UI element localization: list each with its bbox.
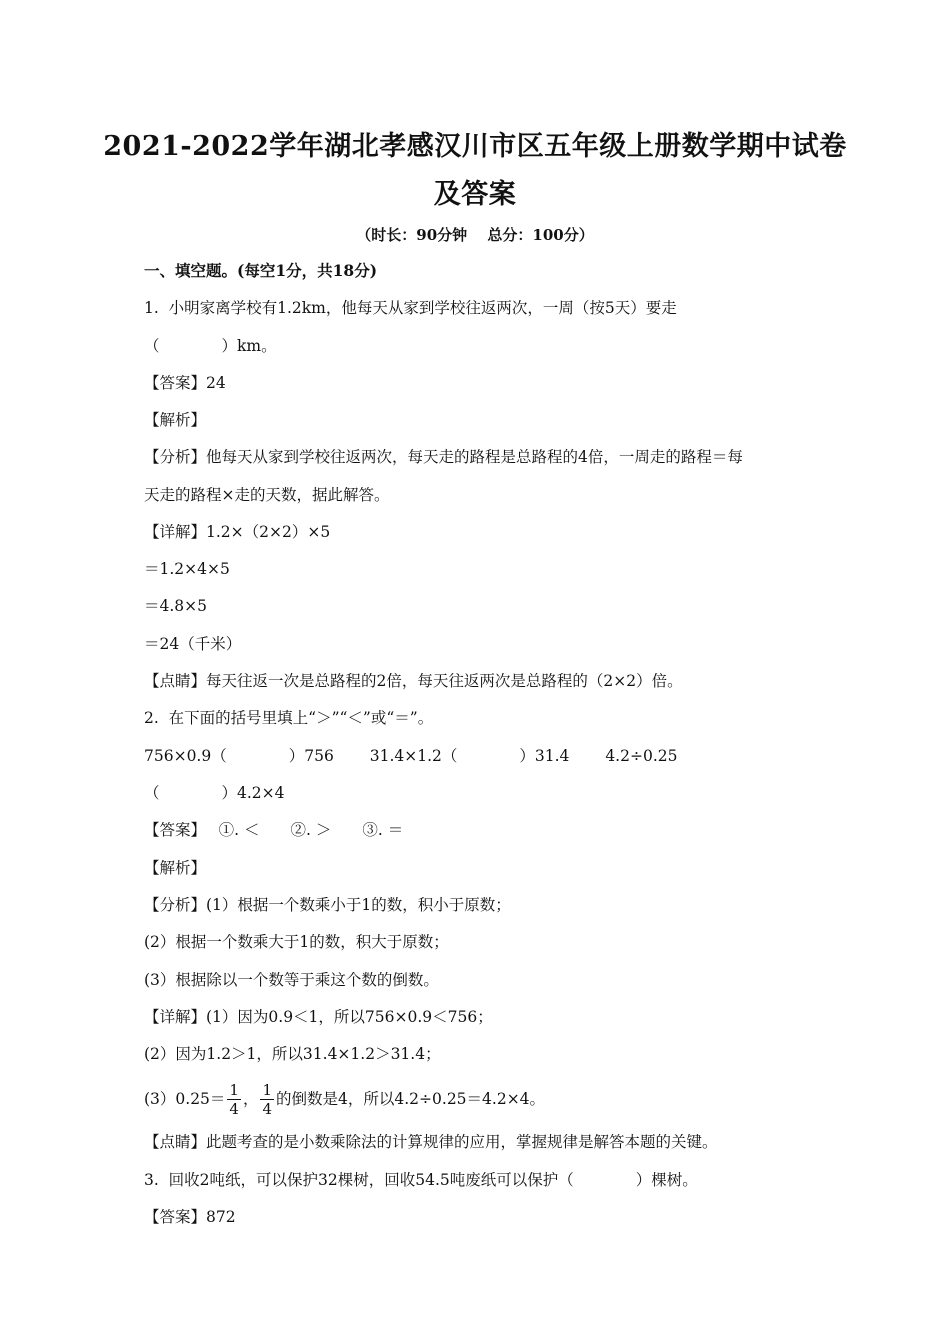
q2-answer: 【答案】 ①. ＜ ②. ＞ ③. ＝ [144,821,404,839]
q2-detail-text: ， [242,1090,259,1108]
q2-stem: 2. 在下面的括号里填上“＞”“＜”或“＝”。 [144,709,434,727]
exam-info: （时长：90分钟 总分：100分） [356,226,594,244]
q1-comment: 【点睛】每天往返一次是总路程的2倍，每天往返两次是总路程的（2×2）倍。 [144,672,683,690]
q2-analysis-cont: (2）根据一个数乘大于1的数，积大于原数； [144,933,449,951]
q1-stem-cont: （ ）km。 [144,337,277,355]
q1-analysis-cont: 天走的路程×走的天数，据此解答。 [144,486,390,504]
section-heading: 一、填空题。(每空1分，共18分) [144,261,378,280]
q2-items: 756×0.9（ ）756 31.4×1.2（ ）31.4 4.2÷0.25 [144,747,678,765]
fraction [227,1081,241,1118]
q2-comment: 【点睛】此题考查的是小数乘除法的计算规律的应用，掌握规律是解答本题的关键。 [144,1133,718,1151]
fraction [260,1081,274,1118]
page-title-line2: 及答案 [433,179,517,210]
q1-stem: 1. 小明家离学校有1.2km，他每天从家到学校往返两次，一周（按5天）要走 [144,299,677,317]
q2-detail-step: (2）因为1.2＞1，所以31.4×1.2＞31.4； [144,1045,441,1063]
q3-answer: 【答案】872 [144,1208,236,1226]
q1-analysis: 【分析】他每天从家到学校往返两次，每天走的路程是总路程的4倍，一周走的路程＝每 [144,448,743,466]
q2-analysis-cont: (3）根据除以一个数等于乘这个数的倒数。 [144,971,439,989]
q1-detail: 【详解】1.2×（2×2）×5 [144,523,331,541]
q1-detail-step: ＝1.2×4×5 [144,560,230,578]
q2-detail: 【详解】(1）因为0.9＜1，所以756×0.9＜756； [144,1008,493,1026]
fraction-numerator: 1 [229,1080,239,1099]
q3-stem: 3. 回收2吨纸，可以保护32棵树，回收54.5吨废纸可以保护（ ）棵树。 [144,1171,698,1189]
q1-detail-step: ＝4.8×5 [144,597,207,615]
q2-jiexi: 【解析】 [144,859,207,877]
page-title: 2021-2022学年湖北孝感汉川市区五年级上册数学期中试卷 [103,131,847,162]
q2-detail-text: 的倒数是4，所以4.2÷0.25＝4.2×4。 [276,1090,546,1108]
q1-jiexi: 【解析】 [144,411,207,429]
fraction-denominator: 4 [229,1099,239,1118]
q2-analysis: 【分析】(1）根据一个数乘小于1的数，积小于原数； [144,896,511,914]
q1-detail-step: ＝24（千米） [144,635,242,653]
q2-detail-step-fraction [144,1078,545,1120]
q2-detail-text: (3）0.25＝ [144,1090,226,1108]
fraction-numerator: 1 [262,1080,273,1099]
fraction-denominator: 4 [262,1099,273,1118]
q2-items-cont: （ ）4.2×4 [144,784,285,802]
q1-answer: 【答案】24 [144,374,226,392]
